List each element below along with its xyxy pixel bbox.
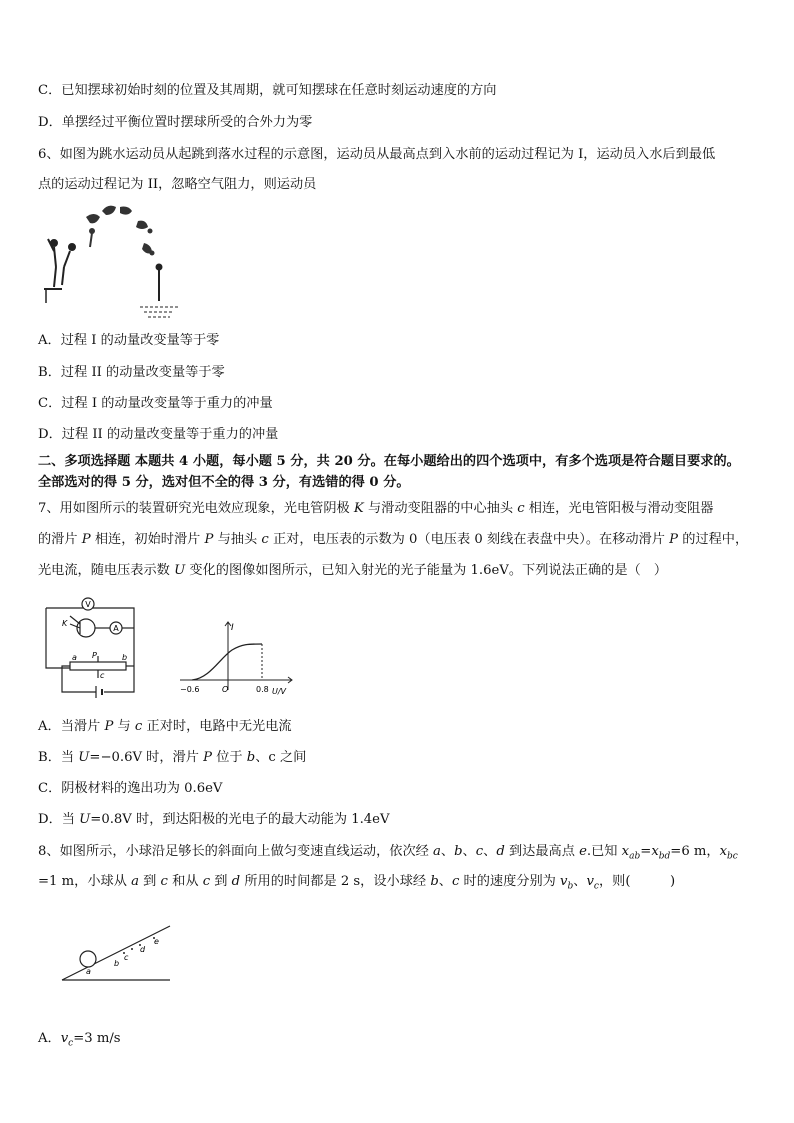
graph-pos-tick: 0.8 [256, 685, 269, 694]
slope-point-d: d [140, 945, 146, 954]
q7-stem-line3: 光电流，随电压表示数 U 变化的图像如图所示，已知入射光的光子能量为 1.6eV。下列说法正确的是（ ） [38, 563, 668, 578]
slope-point-a: a [86, 967, 91, 976]
q7-stem-line1: 7、用如图所示的装置研究光电效应现象，光电管阴极 K 与滑动变阻器的中心抽头 c 相连，光电管阳极与滑动变阻器 [38, 501, 714, 516]
q6-option-c: C．过程 I 的动量改变量等于重力的冲量 [38, 396, 273, 411]
q5-option-c: C．已知摆球初始时刻的位置及其周期，就可知摆球在任意时刻运动速度的方向 [38, 83, 497, 98]
slope-point-e: e [154, 937, 159, 946]
q5-option-d: D．单摆经过平衡位置时摆球所受的合外力为零 [38, 115, 313, 130]
rheostat-a-label: a [72, 653, 77, 662]
q8-slope-figure [58, 922, 174, 984]
q7-iu-graph [176, 618, 296, 700]
section2-heading: 二、多项选择题 本题共 4 小题，每小题 5 分，共 20 分。在每小题给出的四个选项中，有多个选项是符合题目要求的。 [38, 454, 740, 469]
q7-stem-line2: 的滑片 P 相连，初始时滑片 P 与抽头 c 正对，电压表的示数为 0（电压表 0 刻线在表盘中央）。在移动滑片 P 的过程中， [38, 532, 749, 547]
q7-option-a: A．当滑片 P 与 c 正对时，电路中无光电流 [38, 719, 292, 734]
voltmeter-label: V [85, 600, 91, 609]
slider-p-label: P [92, 651, 97, 660]
q7-option-b: B．当 U=−0.6V 时，滑片 P 位于 b、c 之间 [38, 750, 307, 765]
q6-option-b: B．过程 II 的动量改变量等于零 [38, 365, 225, 380]
graph-origin: O [222, 685, 229, 694]
q8-option-a: A．$v_c=3$ m/s [38, 1031, 121, 1049]
q8-stem-line1: 8、如图所示，小球沿足够长的斜面向上做匀变速直线运动，依次经 a、b、c、d 到达最高点 e.已知 $x_{ab}=x_{bd}=6$ m，$x_{bc}$ [38, 844, 738, 862]
q6-option-a: A．过程 I 的动量改变量等于零 [38, 333, 220, 348]
q6-stem-line1: 6、如图为跳水运动员从起跳到落水过程的示意图，运动员从最高点到入水前的运动过程记为 I，运动员入水后到最低 [38, 147, 716, 162]
cathode-label: K [62, 619, 68, 628]
graph-u-axis-label: U/V [272, 687, 287, 696]
q7-option-d: D．当 U=0.8V 时，到达阳极的光电子的最大动能为 1.4eV [38, 812, 390, 827]
q7-circuit-figure [40, 594, 140, 702]
q6-stem-line2: 点的运动过程记为 II，忽略空气阻力，则运动员 [38, 177, 317, 192]
q7-option-c: C．阴极材料的逸出功为 0.6eV [38, 781, 223, 796]
rheostat-b-label: b [122, 653, 128, 662]
section2-instructions: 全部选对的得 5 分，选对但不全的得 3 分，有选错的得 0 分。 [38, 475, 410, 490]
q8-stem-line2: =1 m，小球从 a 到 c 和从 c 到 d 所用的时间都是 2 s，设小球经 b、c 时的速度分别为 $v_b$、$v_c$，则( ) [38, 874, 676, 892]
ammeter-label: A [113, 624, 119, 633]
q6-diver-figure [40, 203, 185, 321]
graph-i-axis-label: I [231, 623, 234, 633]
slope-point-b: b [114, 959, 120, 968]
tap-c-label: c [100, 671, 105, 680]
slope-point-c: c [124, 953, 129, 962]
q6-option-d: D．过程 II 的动量改变量等于重力的冲量 [38, 427, 279, 442]
graph-neg-tick: −0.6 [180, 685, 200, 694]
